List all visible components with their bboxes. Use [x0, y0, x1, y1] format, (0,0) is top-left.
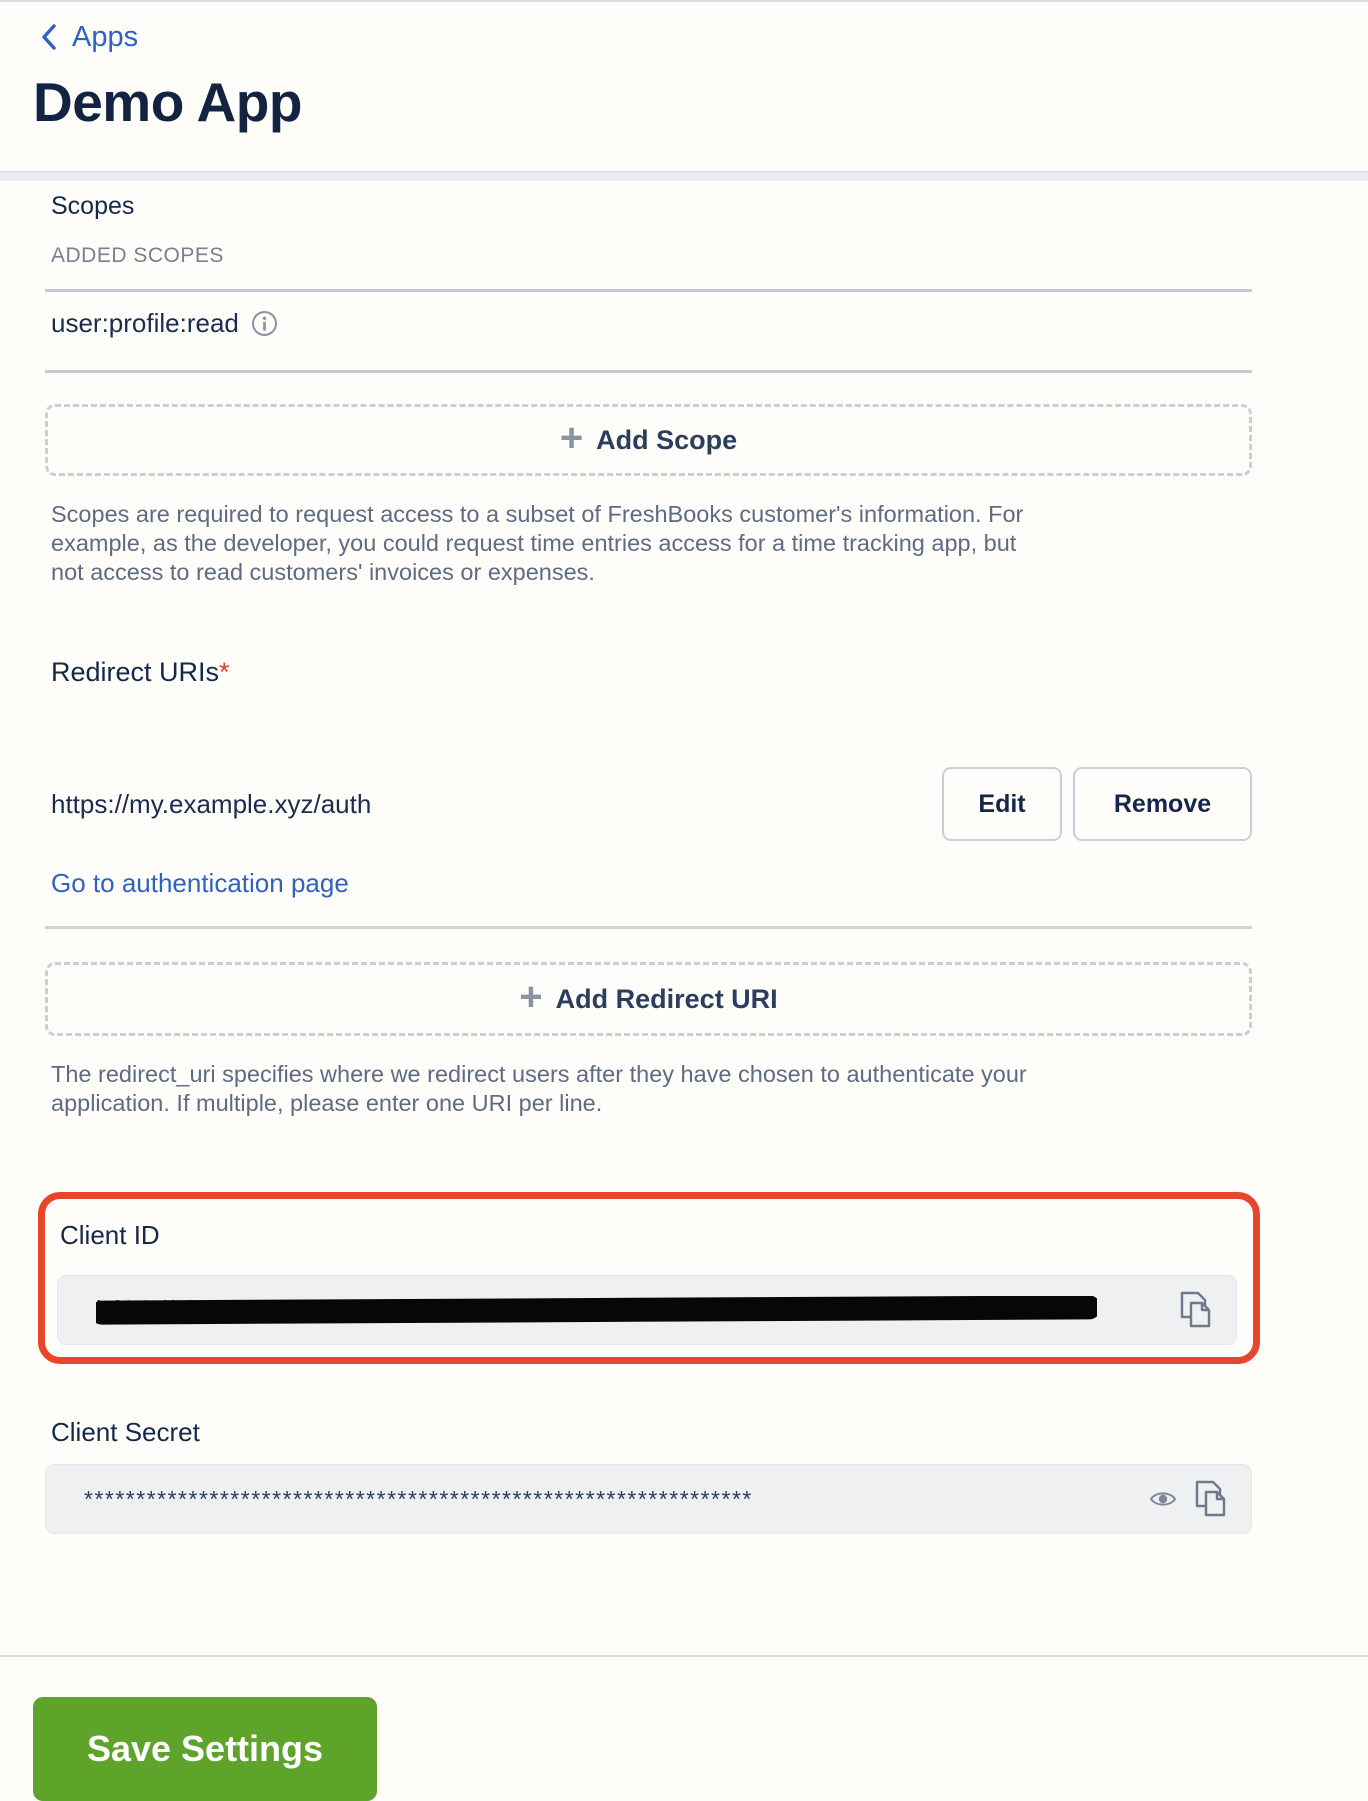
redirect-uri-actions [942, 767, 1252, 841]
divider [45, 926, 1252, 929]
breadcrumb-label[interactable]: Apps [72, 21, 139, 53]
page-title: Demo App [33, 71, 302, 133]
redirect-uris-heading-text: Redirect URIs [51, 657, 220, 687]
client-secret-masked-value: **************************************************************** [84, 1485, 753, 1512]
client-id-value-redacted [96, 1296, 1097, 1325]
save-settings-button[interactable]: Save Settings [33, 1697, 377, 1801]
section-divider-band [0, 171, 1368, 181]
plus-icon: + [559, 416, 584, 460]
scopes-description-line: Scopes are required to request access to a subset of FreshBooks customer's information. For [51, 501, 1024, 527]
divider [45, 370, 1252, 373]
client-id-highlight-annotation [38, 1192, 1260, 1364]
plus-icon: + [519, 975, 543, 1019]
top-divider [0, 0, 1368, 2]
redaction-scribble [96, 1296, 1097, 1325]
scope-list-item [51, 306, 1252, 340]
scopes-description-line: example, as the developer, you could request time entries access for a time tracking app, but [51, 530, 1017, 556]
redirect-description-line: The redirect_uri specifies where we redirect users after they have chosen to authenticate your [51, 1061, 1027, 1087]
scopes-description-line: not access to read customers' invoices or expenses. [51, 559, 595, 585]
client-id-field [57, 1275, 1237, 1345]
client-secret-field-icons [1149, 1479, 1229, 1519]
scopes-description [51, 500, 1252, 587]
breadcrumb-back-link[interactable] [38, 20, 138, 54]
client-id-label: Client ID [60, 1220, 160, 1250]
redirect-description-line: application. If multiple, please enter one URI per line. [51, 1090, 603, 1116]
scopes-heading: Scopes [51, 192, 135, 220]
redirect-uri-description [51, 1060, 1252, 1118]
redirect-uris-heading [51, 655, 1252, 689]
redirect-uri-value: https://my.example.xyz/auth [51, 788, 372, 819]
added-scopes-label: ADDED SCOPES [51, 244, 224, 267]
redirect-uri-row [45, 767, 1252, 841]
add-redirect-uri-label: Add Redirect URI [555, 983, 778, 1014]
edit-button[interactable]: Edit [942, 767, 1062, 841]
add-scope-label: Add Scope [596, 424, 738, 455]
client-secret-label: Client Secret [51, 1417, 200, 1447]
client-secret-field [45, 1464, 1252, 1534]
chevron-left-icon [38, 22, 60, 52]
remove-button[interactable]: Remove [1073, 767, 1252, 841]
copy-icon[interactable] [1193, 1479, 1229, 1519]
required-asterisk: * [219, 657, 230, 687]
go-to-authentication-link[interactable]: Go to authentication page [51, 868, 349, 898]
info-icon[interactable] [251, 310, 278, 337]
scope-name: user:profile:read [51, 308, 239, 338]
client-id-field-icons [1178, 1290, 1214, 1330]
footer-divider [0, 1655, 1368, 1657]
add-scope-button[interactable] [45, 404, 1252, 476]
divider [45, 289, 1252, 292]
eye-icon[interactable] [1149, 1488, 1177, 1510]
copy-icon[interactable] [1178, 1290, 1214, 1330]
add-redirect-uri-button[interactable] [45, 962, 1252, 1036]
